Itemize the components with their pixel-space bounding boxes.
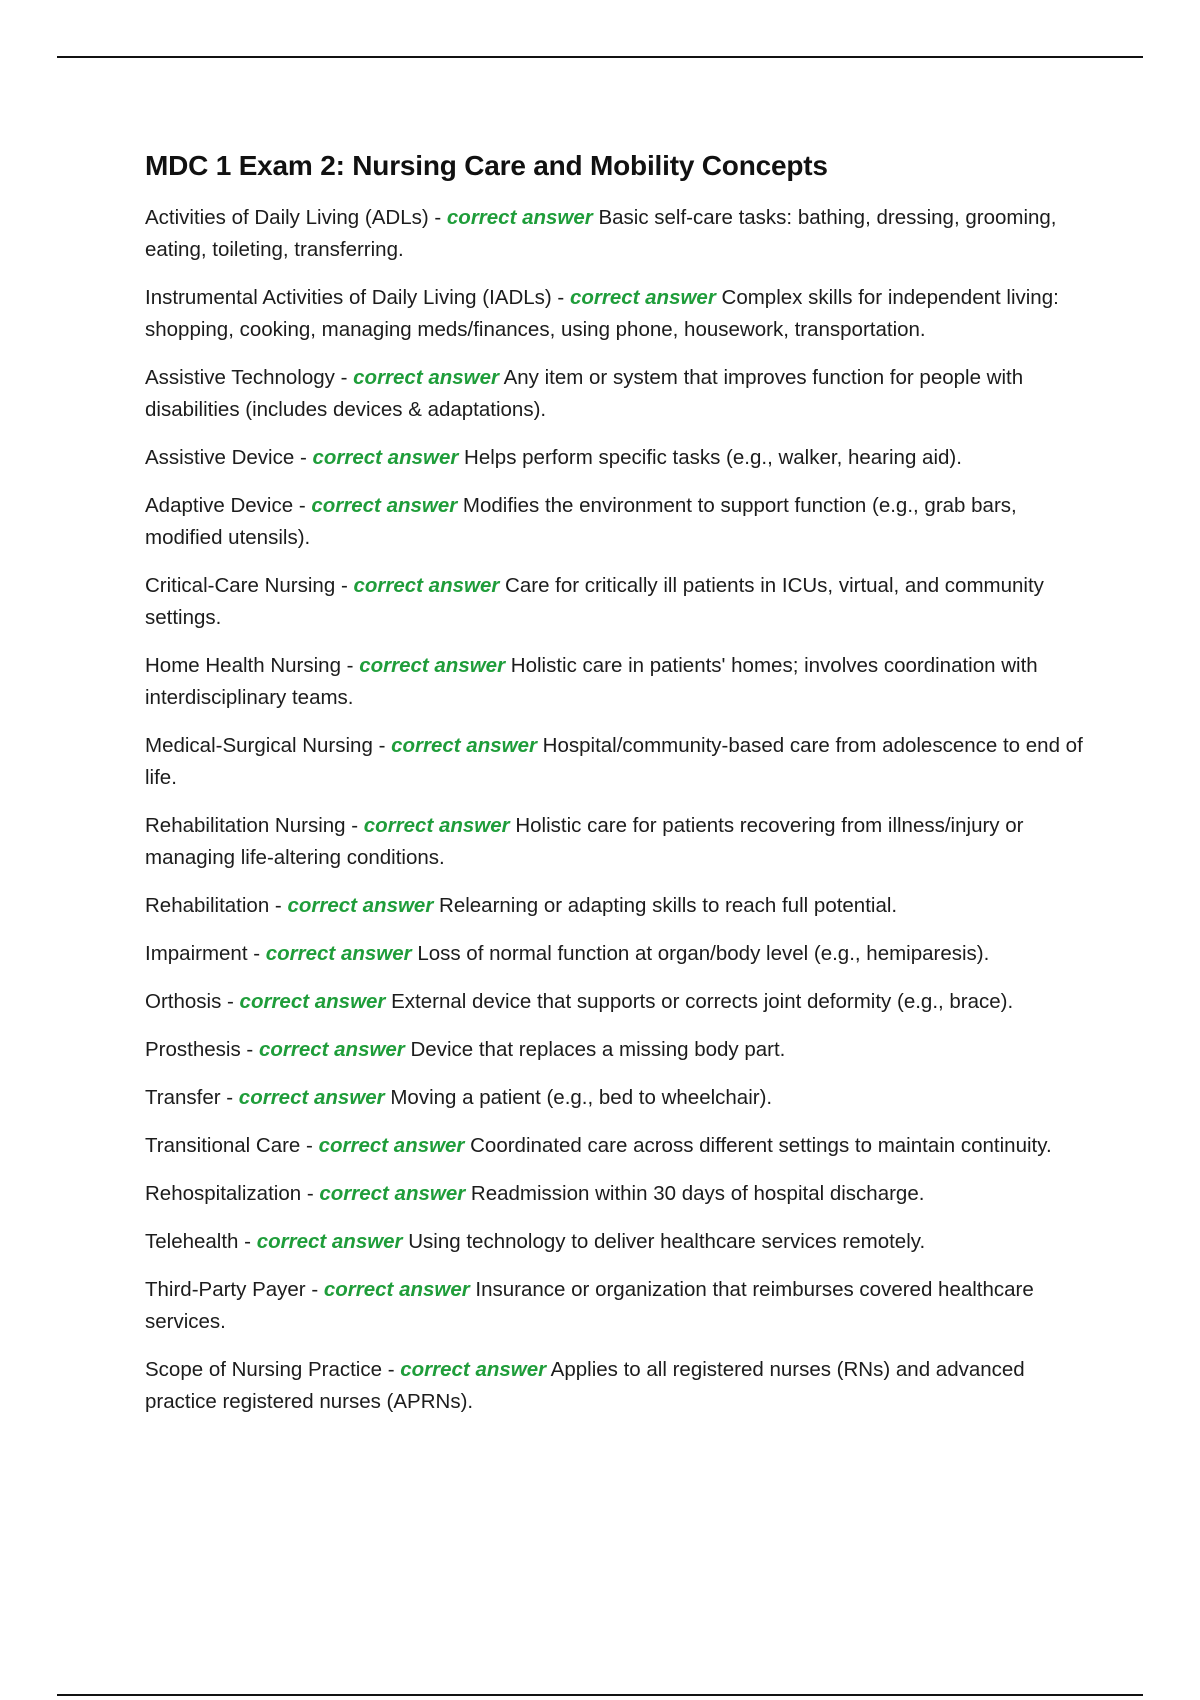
entry-term: Medical-Surgical Nursing (145, 734, 373, 757)
entry-definition: Care for critically ill patients in ICUs, virtual, and community settings. (145, 574, 1044, 629)
entry-separator: - (294, 446, 313, 469)
correct-answer-label: correct answer (239, 990, 386, 1013)
entry-definition: External device that supports or corrects joint deformity (e.g., brace). (391, 990, 1014, 1013)
entry-term: Transitional Care (145, 1134, 301, 1157)
entry-separator: - (551, 286, 570, 309)
page-title: MDC 1 Exam 2: Nursing Care and Mobility Concepts (145, 150, 828, 181)
entry-separator: - (300, 1134, 319, 1157)
correct-answer-label: correct answer (319, 1182, 466, 1205)
entry-separator: - (301, 1182, 320, 1205)
entry-separator: - (340, 654, 360, 677)
entry-definition: Readmission within 30 days of hospital discharge. (470, 1182, 925, 1205)
correct-answer-label: correct answer (391, 734, 537, 757)
entry-term: Prosthesis (145, 1038, 241, 1061)
entry-term: Third-Party Payer (145, 1278, 306, 1301)
list-item (145, 938, 1095, 970)
entry-term: Assistive Technology (145, 366, 335, 389)
correct-answer-label: correct answer (353, 366, 499, 389)
bottom-rule (57, 1694, 1143, 1696)
entry-definition: Modifies the environment to support function (e.g., grab bars, modified utensils). (145, 494, 1017, 549)
entry-separator: - (334, 366, 354, 389)
correct-answer-label: correct answer (312, 446, 459, 469)
entry-definition: Using technology to deliver healthcare services remotely. (408, 1230, 926, 1253)
entry-list (145, 202, 1095, 1418)
correct-answer-label: correct answer (258, 1038, 405, 1061)
correct-answer-label: correct answer (569, 286, 716, 309)
list-item (145, 1082, 1095, 1114)
entry-term: Orthosis (145, 990, 222, 1013)
entry-separator: - (247, 942, 266, 965)
correct-answer-label: correct answer (400, 1358, 547, 1381)
correct-answer-label: correct answer (311, 494, 458, 517)
entry-definition: Relearning or adapting skills to reach full potential. (439, 894, 898, 917)
entry-term: Critical-Care Nursing (145, 574, 336, 597)
entry-term: Transfer (145, 1086, 221, 1109)
entry-definition: Complex skills for independent living: shopping, cooking, managing meds/finances, using phone, housework, transportation. (145, 286, 1059, 341)
list-item (145, 202, 1095, 266)
entry-term: Instrumental Activities of Daily Living (IADLs) (145, 286, 552, 309)
entry-separator: - (238, 1230, 257, 1253)
entry-term: Rehabilitation (145, 894, 270, 917)
correct-answer-label: correct answer (446, 206, 593, 229)
list-item (145, 282, 1095, 346)
entry-term: Activities of Daily Living (ADLs) (145, 206, 429, 229)
correct-answer-label: correct answer (363, 814, 510, 837)
entry-definition: Basic self-care tasks: bathing, dressing, grooming, eating, toileting, transferring. (145, 206, 1057, 261)
entry-term: Impairment (145, 942, 248, 965)
entry-separator: - (372, 734, 392, 757)
entry-term: Home Health Nursing (145, 654, 341, 677)
list-item (145, 362, 1095, 426)
correct-answer-label: correct answer (359, 654, 506, 677)
entry-term: Adaptive Device (145, 494, 294, 517)
entry-term: Rehospitalization (145, 1182, 302, 1205)
correct-answer-label: correct answer (353, 574, 500, 597)
entry-term: Assistive Device (145, 446, 295, 469)
correct-answer-label: correct answer (238, 1086, 385, 1109)
list-item (145, 986, 1095, 1018)
entry-definition: Helps perform specific tasks (e.g., walker, hearing aid). (464, 446, 962, 469)
entry-definition: Moving a patient (e.g., bed to wheelchair). (390, 1086, 773, 1109)
correct-answer-label: correct answer (256, 1230, 403, 1253)
entry-separator: - (269, 894, 288, 917)
list-item (145, 1130, 1095, 1162)
entry-definition: Device that replaces a missing body part. (410, 1038, 786, 1061)
entry-separator: - (305, 1278, 324, 1301)
entry-definition: Loss of normal function at organ/body level (e.g., hemiparesis). (417, 942, 990, 965)
entry-separator: - (221, 990, 240, 1013)
list-item (145, 490, 1095, 554)
entry-separator: - (240, 1038, 259, 1061)
entry-definition: Any item or system that improves function for people with disabilities (includes devices & adaptations). (145, 366, 1024, 421)
entry-definition: Holistic care in patients' homes; involves coordination with interdisciplinary teams. (145, 654, 1038, 709)
entry-separator: - (382, 1358, 401, 1381)
list-item (145, 442, 1095, 474)
correct-answer-label: correct answer (323, 1278, 470, 1301)
entry-definition: Coordinated care across different settings to maintain continuity. (470, 1134, 1052, 1157)
list-item (145, 1178, 1095, 1210)
correct-answer-label: correct answer (265, 942, 412, 965)
entry-separator: - (293, 494, 312, 517)
correct-answer-label: correct answer (287, 894, 434, 917)
entry-term: Telehealth (145, 1230, 239, 1253)
entry-separator: - (345, 814, 364, 837)
entry-separator: - (428, 206, 447, 229)
list-item (145, 1354, 1095, 1418)
list-item (145, 650, 1095, 714)
entry-separator: - (220, 1086, 239, 1109)
entry-term: Scope of Nursing Practice (145, 1358, 383, 1381)
entry-definition: Applies to all registered nurses (RNs) and advanced practice registered nurses (APRNs). (145, 1358, 1025, 1413)
entry-definition: Insurance or organization that reimburses covered healthcare services. (145, 1278, 1034, 1333)
top-rule (57, 56, 1143, 58)
list-item (145, 1034, 1095, 1066)
list-item (145, 810, 1095, 874)
document-body (145, 146, 1095, 1434)
list-item (145, 890, 1095, 922)
list-item (145, 1274, 1095, 1338)
entry-definition: Hospital/community-based care from adolescence to end of life. (145, 734, 1083, 789)
entry-definition: Holistic care for patients recovering from illness/injury or managing life-altering conditions. (145, 814, 1024, 869)
list-item (145, 570, 1095, 634)
correct-answer-label: correct answer (318, 1134, 465, 1157)
list-item (145, 730, 1095, 794)
list-item (145, 1226, 1095, 1258)
entry-term: Rehabilitation Nursing (145, 814, 346, 837)
entry-separator: - (335, 574, 354, 597)
